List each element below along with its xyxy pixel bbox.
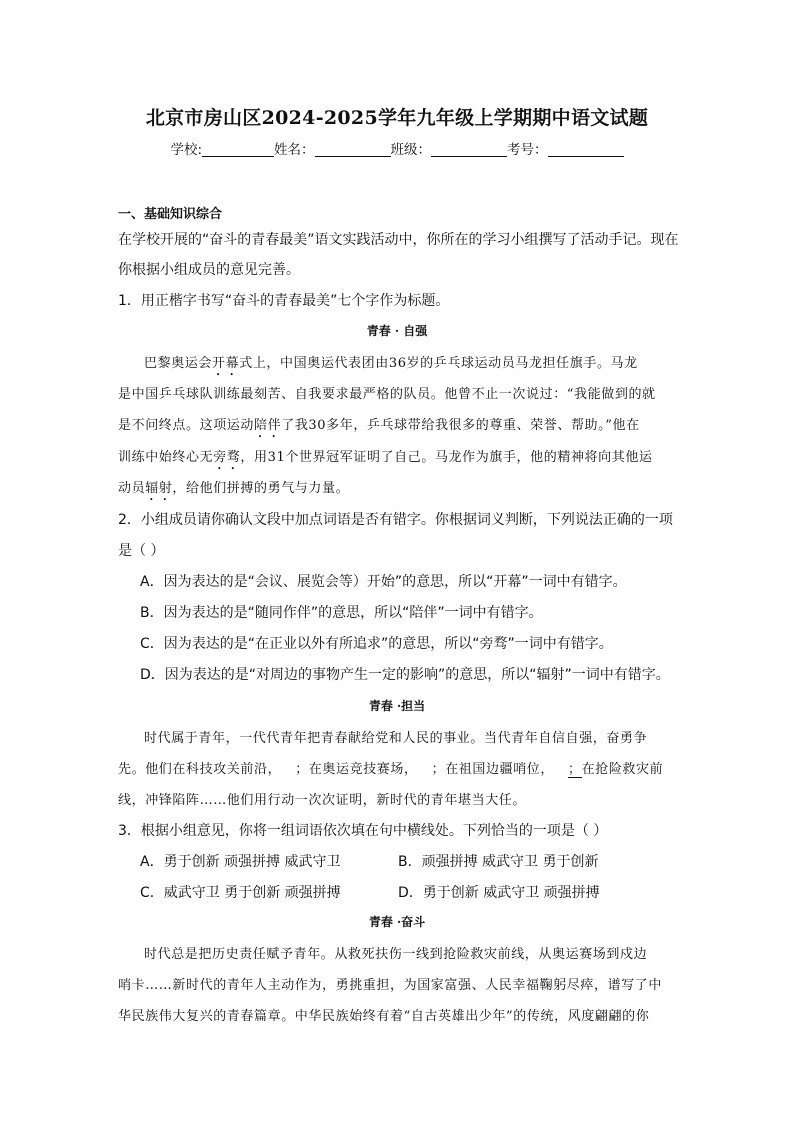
passage-2-line-1: 时代属于青年，一代代青年把青春献给党和人民的事业。当代青年自信自强，奋勇争 bbox=[144, 731, 648, 746]
intro-line-2: 你根据小组成员的意见完善。 bbox=[118, 262, 300, 278]
question-1: 1．用正楷字书写“奋斗的青春最美”七个字作为标题。 bbox=[118, 293, 450, 309]
passage-2-line-2 bbox=[118, 758, 678, 778]
passage-3-line-3: 华民族伟大复兴的青春篇章。中华民族始终有着“自古英雄出少年”的传统，风度翩翩的你 bbox=[118, 1009, 650, 1024]
passage-1-line-3 bbox=[118, 414, 678, 441]
question-2-option-a[interactable]: A．因为表达的是“会议、展览会等）开始”的意思，所以“开幕”一词中有错字。 bbox=[140, 574, 627, 590]
text-span: 在抢险救灾前 bbox=[581, 762, 664, 777]
passage-3-title: 青春 ·奋斗 bbox=[368, 915, 426, 929]
blank-4[interactable]: ； bbox=[568, 758, 582, 778]
text-span: 式上，中国奥运代表团由36岁的乒乓球运动员马龙担任旗手。马龙 bbox=[239, 356, 638, 371]
intro-line-1: 在学校开展的“奋斗的青春最美”语文实践活动中，你所在的学习小组撰写了活动手记。现在 bbox=[118, 232, 679, 248]
passage-1-line-4 bbox=[118, 446, 678, 473]
dotted-word-kaimu: 开幕 bbox=[212, 356, 240, 371]
passage-1-line-1 bbox=[144, 352, 704, 379]
page-title: 北京市房山区2024-2025学年九年级上学期期中语文试题 bbox=[145, 107, 649, 129]
passage-1-line-5 bbox=[118, 477, 678, 504]
class-label: 班级： bbox=[390, 142, 432, 158]
question-3-option-b[interactable]: B．顽强拼搏 威武守卫 勇于创新 bbox=[398, 854, 599, 870]
text-span: 巴黎奥运会 bbox=[144, 356, 213, 371]
text-span: ；在奥运竞技赛场， bbox=[295, 762, 418, 777]
question-3-option-a[interactable]: A．勇于创新 顽强拼搏 威武守卫 bbox=[140, 854, 341, 870]
name-label: 姓名： bbox=[274, 142, 315, 158]
text-span: ；在祖国边疆哨位， bbox=[431, 762, 555, 777]
text-span: 先。他们在科技攻关前沿， bbox=[118, 762, 282, 777]
school-label: 学校: bbox=[170, 142, 203, 158]
passage-3-line-2: 哨卡……新时代的青年人主动作为，勇挑重担，为国家富强、人民幸福鞠躬尽瘁，谱写了中 bbox=[118, 978, 663, 993]
question-3-stem: 3．根据小组意见，你将一组词语依次填在句中横线处。下列恰当的一项是（ ） bbox=[118, 823, 608, 839]
question-2-option-b[interactable]: B．因为表达的是“随同作伴”的意思，所以“陪伴”一词中有错字。 bbox=[140, 605, 543, 621]
passage-2-title: 青春 ·担当 bbox=[368, 699, 426, 713]
dotted-word-pangwu: 旁骛 bbox=[213, 450, 241, 465]
name-blank[interactable] bbox=[315, 142, 391, 157]
text-span: 训练中始终心无 bbox=[118, 450, 214, 465]
dotted-word-peiban: 陪伴 bbox=[254, 418, 282, 433]
section-heading: 一、基础知识综合 bbox=[118, 207, 223, 222]
passage-1-line-2: 是中国乒乓球队训练最刻苦、自我要求最严格的队员。他曾不止一次说过：“我能做到的就 bbox=[118, 387, 656, 402]
number-label: 考号： bbox=[507, 142, 548, 158]
number-blank[interactable] bbox=[548, 142, 624, 157]
question-2-stem-2: 是（ ） bbox=[118, 543, 165, 559]
text-span: ，给他们拼搏的勇气与力量。 bbox=[172, 481, 350, 496]
question-3-option-d[interactable]: D．勇于创新 威武守卫 顽强拼搏 bbox=[398, 885, 600, 901]
text-span: ，用31个世界冠军证明了自己。马龙作为旗手，他的精神将向其他运 bbox=[240, 450, 653, 465]
passage-1-title: 青春 · 自强 bbox=[366, 324, 428, 338]
class-blank[interactable] bbox=[431, 142, 507, 157]
dotted-word-fushe: 辐射 bbox=[145, 481, 173, 496]
text-span: 是不问终点。这项运动 bbox=[118, 418, 255, 433]
text-span: 动员 bbox=[118, 481, 146, 496]
passage-2-line-3: 线，冲锋陷阵……他们用行动一次次证明，新时代的青年堪当大任。 bbox=[118, 793, 527, 808]
question-3-option-c[interactable]: C．威武守卫 勇于创新 顽强拼搏 bbox=[140, 885, 341, 901]
student-info-row bbox=[0, 138, 794, 158]
school-blank[interactable] bbox=[202, 142, 274, 157]
passage-3-line-1: 时代总是把历史责任赋予青年。从救死扶伤一线到抢险救灾前线，从奥运赛场到戍边 bbox=[144, 947, 648, 962]
text-span: 了我30多年，乒乓球带给我很多的尊重、荣誉、帮助。”他在 bbox=[281, 418, 640, 433]
question-2-stem-1: 2．小组成员请你确认文段中加点词语是否有错字。你根据词义判断，下列说法正确的一项 bbox=[118, 512, 673, 528]
question-2-option-c[interactable]: C．因为表达的是“在正业以外有所追求”的意思，所以“旁骛”一词中有错字。 bbox=[140, 636, 613, 652]
question-2-option-d[interactable]: D．因为表达的是“对周边的事物产生一定的影响”的意思，所以“辐射”一词中有错字。 bbox=[140, 667, 670, 683]
